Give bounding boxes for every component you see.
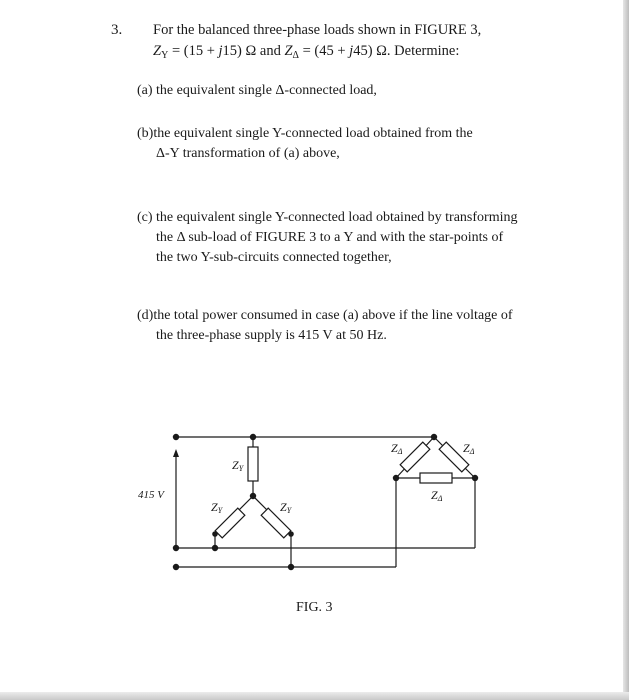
part-c-line-2: the Δ sub-load of FIGURE 3 to a Y and with the star-points of	[156, 230, 504, 245]
zy-subscript: Y	[161, 50, 169, 61]
part-d-label: (d)	[137, 308, 154, 323]
part-a-text: the equivalent single Δ-connected load,	[156, 83, 377, 98]
zd-value-part1: = (45 +	[298, 43, 350, 59]
label-zd-bottom: ZΔ	[431, 488, 443, 503]
part-c-line-1: the equivalent single Y-connected load obtained by transforming	[156, 210, 518, 225]
zd-j: j	[349, 43, 354, 59]
zd-subscript: Δ	[292, 50, 299, 61]
terminal-dot-y-left	[213, 532, 217, 536]
zy-value-part2: 15) Ω and	[222, 43, 285, 59]
label-zd-left: ZΔ	[391, 441, 403, 456]
part-a-label: (a)	[137, 83, 153, 98]
label-zy-top: ZY	[232, 458, 244, 473]
terminal-dot-top	[173, 434, 178, 439]
page-edge-bottom	[0, 692, 629, 700]
figure-caption: FIG. 3	[296, 600, 333, 615]
part-b-line-2: Δ-Y transformation of (a) above,	[156, 146, 340, 161]
junction-dot-y-left	[212, 545, 217, 550]
terminal-dot-y-right	[289, 532, 293, 536]
part-c-line-3: the two Y-sub-circuits connected together,	[156, 250, 392, 265]
question-number: 3.	[111, 22, 123, 38]
resistor-zd-left	[400, 442, 430, 472]
zd-symbol: Z	[284, 43, 293, 59]
terminal-dot-middle	[173, 545, 178, 550]
label-zy-right: ZY	[280, 500, 292, 515]
label-zd-right: ZΔ	[463, 441, 475, 456]
page-edge-right	[623, 0, 629, 700]
zy-j: j	[218, 43, 223, 59]
junction-dot-y-right	[288, 564, 293, 569]
resistor-zd-bottom	[420, 473, 452, 483]
voltage-arrowhead	[173, 449, 179, 457]
voltage-label: 415 V	[138, 489, 164, 501]
part-c-label: (c)	[137, 210, 153, 225]
label-zy-left: ZY	[211, 500, 223, 515]
zy-symbol: Z	[153, 43, 162, 59]
part-b-line-1: the equivalent single Y-connected load obtained from the	[153, 126, 473, 141]
zy-value-part1: = (15 +	[168, 43, 219, 59]
zd-value-part2: 45) Ω. Determine:	[353, 43, 460, 59]
part-d-line-2: the three-phase supply is 415 V at 50 Hz.	[156, 328, 387, 343]
terminal-dot-bottom	[173, 564, 178, 569]
part-b-label: (b)	[137, 126, 154, 141]
resistor-zy-top	[248, 447, 258, 481]
stem-line-1: For the balanced three-phase loads shown in FIGURE 3,	[153, 22, 482, 38]
part-d-line-1: the total power consumed in case (a) above if the line voltage of	[153, 308, 513, 323]
